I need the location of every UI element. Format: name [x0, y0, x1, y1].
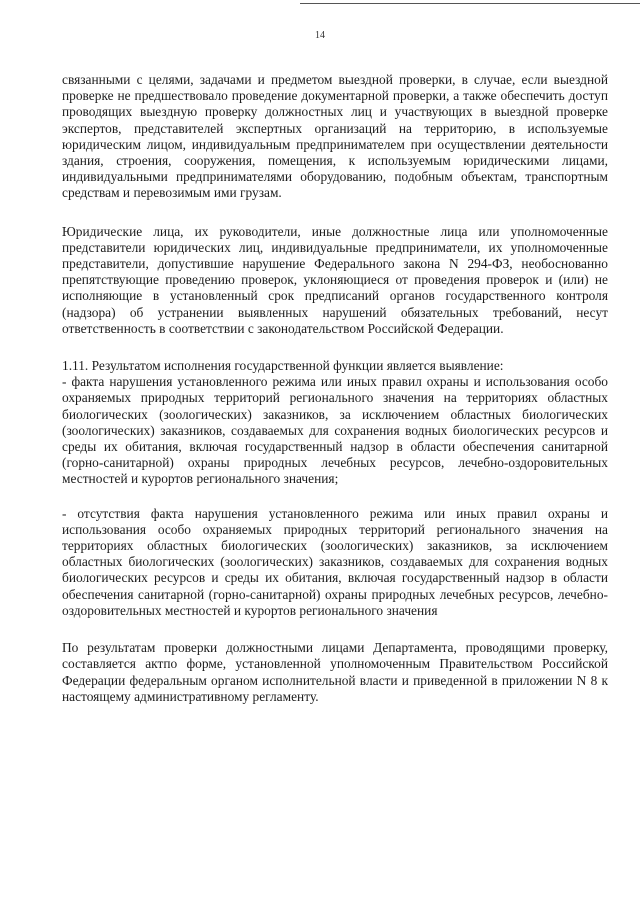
- paragraph-liability: Юридические лица, их руководители, иные должностные лица или уполномоченные представители юридических лиц, индивидуальные предприниматели, их уполномоченные представители, допустившие нарушение Федерального закона N 294-ФЗ, необоснованно препятствующие проведению проверок, уклоняющиеся от проведения проверок и (или) не исполняющие в установленный срок предписаний органов государственного контроля (надзора) об устранении выявленных нарушений обязательных требований, несут ответственность в соответствии с законодательством Российской Федерации.: [62, 223, 608, 336]
- page-number: 14: [315, 30, 325, 41]
- paragraph-result-heading: 1.11. Результатом исполнения государственной функции является выявление:: [62, 358, 504, 374]
- top-border-line: [300, 3, 640, 4]
- list-item-violation-absent: - отсутствия факта нарушения установленного режима или иных правил охраны и использования особо охраняемых природных территорий регионального значения на территориях областных биологических (зоологических) заказников, за исключением областных биологических (зоологических) заказников, создаваемых для сохранения водных биологических ресурсов и среды их обитания, включая государственный надзор в области обеспечения санитарной (горно-санитарной) охраны природных лечебных ресурсов, лечебно-оздоровительных местностей и курортов регионального значения: [62, 505, 608, 618]
- document-body: [62, 72, 608, 705]
- paragraph-inspection-act: По результатам проверки должностными лицами Департамента, проводящими проверку, составляется актпо форме, установленной уполномоченным Правительством Российской Федерации федеральным органом исполнительной власти и приведенной в приложении N 8 к настоящему административному регламенту.: [62, 640, 608, 704]
- list-item-violation-found: - факта нарушения установленного режима или иных правил охраны и использования особо охраняемых природных территорий регионального значения на территориях областных биологических (зоологических) заказников, за исключением областных биологических (зоологических) заказников, создаваемых для сохранения водных биологических ресурсов и среды их обитания, включая государственный надзор в области обеспечения санитарной (горно-санитарной) охраны природных лечебных ресурсов, лечебно-оздоровительных местностей и курортов регионального значения;: [62, 374, 608, 487]
- paragraph-inspection-access: связанными с целями, задачами и предметом выездной проверки, в случае, если выездной проверке не предшествовало проведение документарной проверки, а также обеспечить доступ проводящих выездную проверку должностных лиц и участвующих в выездной проверке экспертов, представителей экспертных организаций на территорию, в используемые юридическим лицом, индивидуальным предпринимателем при осуществлении деятельности здания, строения, сооружения, помещения, к используемым юридическими лицами, индивидуальными предпринимателями оборудованию, подобным объектам, транспортным средствам и перевозимым ими грузам.: [62, 72, 608, 201]
